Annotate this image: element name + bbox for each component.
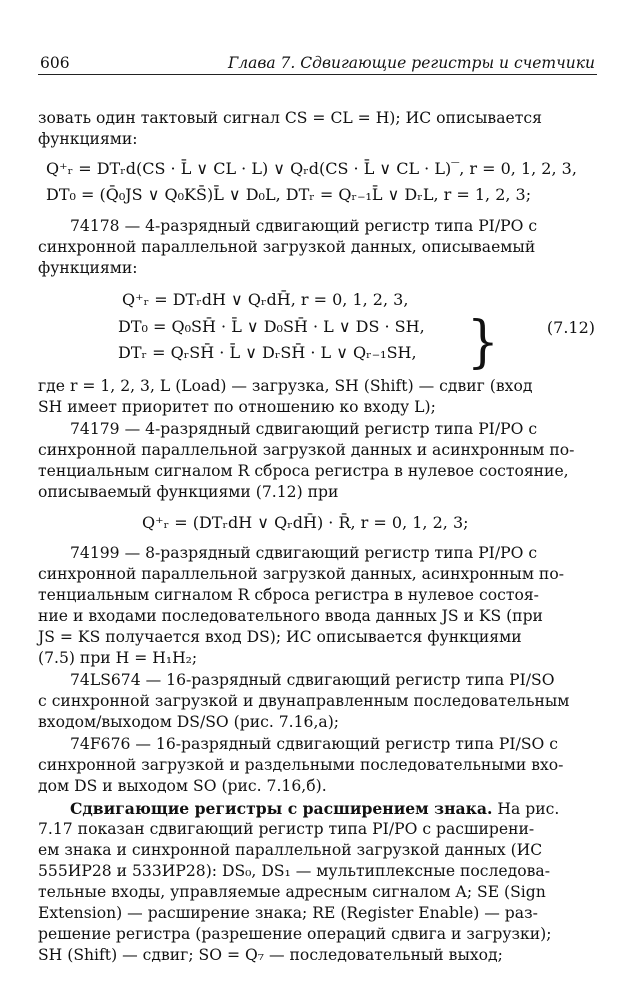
text-line: JS = KS получается вход DS); ИС описывается функциями [38, 628, 522, 646]
text-line: ние и входами последовательного ввода данных JS и KS (при [38, 607, 543, 625]
heading-tail: На рис. [492, 800, 560, 818]
text-line: ем знака и синхронной параллельной загрузкой данных (ИС [38, 841, 543, 859]
text-line [70, 798, 598, 820]
brace-symbol: } [467, 309, 499, 375]
text-line: SH имеет приоритет по отношению ко входу L); [38, 398, 436, 416]
text-line: Extension) — расширение знака; RE (Register Enable) — раз- [38, 904, 538, 922]
text-line: входом/выходом DS/SO (рис. 7.16,а); [38, 713, 340, 731]
text-line: зовать один тактовый сигнал CS = CL = H); ИС описывается [38, 109, 542, 127]
text-line: функциями: [38, 130, 138, 148]
text-line: синхронной параллельной загрузкой данных, асинхронным по- [38, 565, 564, 583]
equation-line: DTᵣ = QᵣSH̄ · L̄ ∨ DᵣSH̄ · L ∨ Qᵣ₋₁SH, [118, 343, 417, 362]
equation-line: Q⁺ᵣ = (DTᵣdH ∨ QᵣdH̄) · R̄, r = 0, 1, 2, 3; [142, 513, 469, 532]
text-line: 7.17 показан сдвигающий регистр типа PI/PO с расширени- [38, 820, 535, 838]
text-line: 555ИР28 и 533ИР28): DS₀, DS₁ — мультиплексные последова- [38, 862, 550, 880]
text-line: 74179 — 4-разрядный сдвигающий регистр типа PI/PO с [70, 420, 538, 438]
text-line: описываемый функциями (7.12) при [38, 483, 339, 501]
equation-line: Q⁺ᵣ = DTᵣd(CS · L̄ ∨ CL · L) ∨ Qᵣd(CS · L̄ ∨ CL · L)‾, r = 0, 1, 2, 3, [46, 159, 577, 178]
text-line: тенциальным сигналом R сброса регистра в нулевое состояние, [38, 462, 569, 480]
text-line: тельные входы, управляемые адресным сигналом A; SE (Sign [38, 883, 546, 901]
equation-line: DT₀ = (Q̄₀JS ∨ Q₀KS̄)L̄ ∨ D₀L, DTᵣ = Qᵣ₋₁L̄ ∨ DᵣL, r = 1, 2, 3; [46, 185, 532, 204]
text-line: функциями: [38, 259, 138, 277]
equation-line: DT₀ = Q₀SH̄ · L̄ ∨ D₀SH̄ · L ∨ DS · SH, [118, 317, 425, 336]
text-line: 74LS674 — 16-разрядный сдвигающий регистр типа PI/SO [70, 671, 555, 689]
text-line: решение регистра (разрешение операций сдвига и загрузки); [38, 925, 552, 943]
text-line: синхронной параллельной загрузкой данных и асинхронным по- [38, 441, 575, 459]
text-line: синхронной загрузкой и раздельными последовательными вхо- [38, 756, 564, 774]
text-line: синхронной параллельной загрузкой данных, описываемый [38, 238, 536, 256]
text-line: 74199 — 8-разрядный сдвигающий регистр типа PI/PO с [70, 544, 538, 562]
text-line: 74178 — 4-разрядный сдвигающий регистр типа PI/PO с [70, 217, 538, 235]
page-number: 606 [40, 54, 70, 72]
text-line: где r = 1, 2, 3, L (Load) — загрузка, SH (Shift) — сдвиг (вход [38, 377, 533, 395]
text-line: с синхронной загрузкой и двунаправленным последовательным [38, 692, 570, 710]
text-line: SH (Shift) — сдвиг; SO = Q₇ — последовательный выход; [38, 946, 503, 964]
text-line: (7.5) при H = H₁H₂; [38, 649, 198, 667]
page-header [38, 52, 597, 75]
equation-line: Q⁺ᵣ = DTᵣdH ∨ QᵣdH̄, r = 0, 1, 2, 3, [122, 290, 409, 309]
equation-number: (7.12) [546, 318, 595, 337]
chapter-title: Глава 7. Сдвигающие регистры и счетчики [227, 54, 595, 72]
text-line: дом DS и выходом SO (рис. 7.16,б). [38, 777, 327, 795]
section-heading: Сдвигающие регистры с расширением знака. [70, 799, 493, 818]
text-line: тенциальным сигналом R сброса регистра в нулевое состоя- [38, 586, 539, 604]
text-line: 74F676 — 16-разрядный сдвигающий регистр типа PI/SO с [70, 735, 558, 753]
